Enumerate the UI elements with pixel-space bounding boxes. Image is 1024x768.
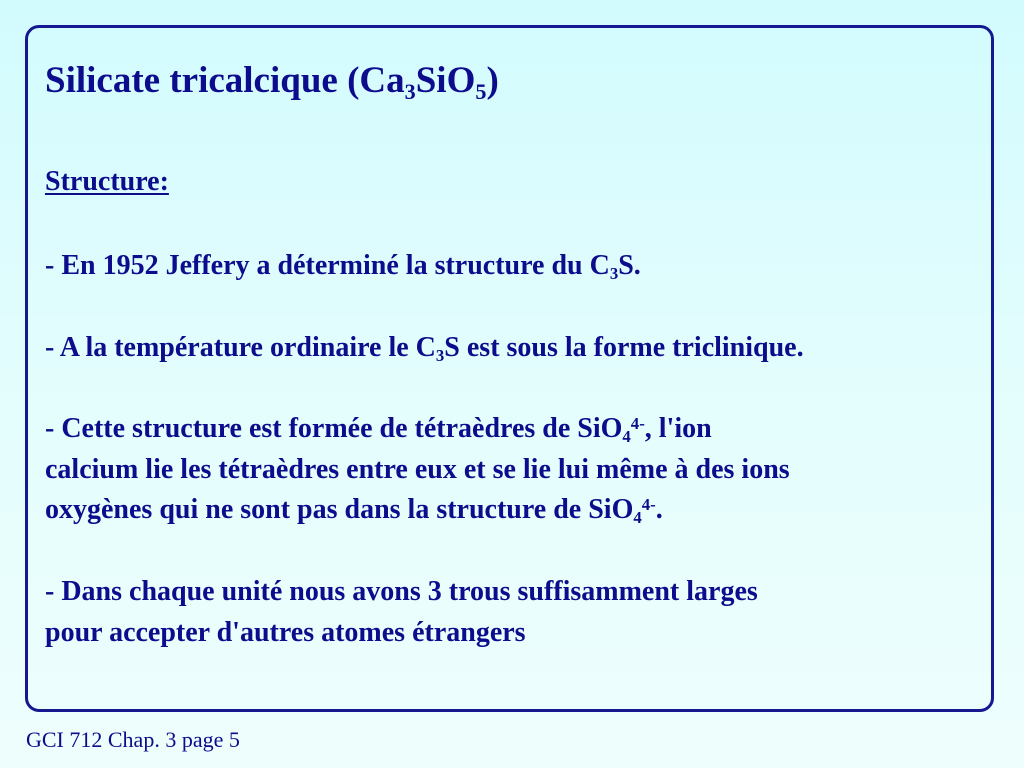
slide-title: Silicate tricalcique $(Ca_3SiO_5)$ bbox=[45, 60, 499, 104]
section-heading: Structure: bbox=[45, 166, 169, 197]
page-footer: GCI 712 Chap. 3 page 5 bbox=[26, 727, 240, 752]
bullet-triclinic-form: - A la température ordinaire le $C_3S$ est sous la forme triclinique. bbox=[45, 332, 804, 366]
bullet-tetrahedra-structure: - Cette structure est formée de tétraèdres de SiO$_4^{4-}$, l'ion calcium lie les tétraèdres entre eux et se lie lui même à des ions oxygènes qui ne sont pas dans la structure de SiO$_4^{4-}$. bbox=[45, 413, 790, 528]
bullet-holes-per-unit: - Dans chaque unité nous avons 3 trous suffisamment larges pour accepter d'autres atomes étrangers bbox=[45, 576, 758, 648]
bullet-jeffery-1952: - En 1952 Jeffery a déterminé la structure du $C_3S$. bbox=[45, 250, 641, 284]
